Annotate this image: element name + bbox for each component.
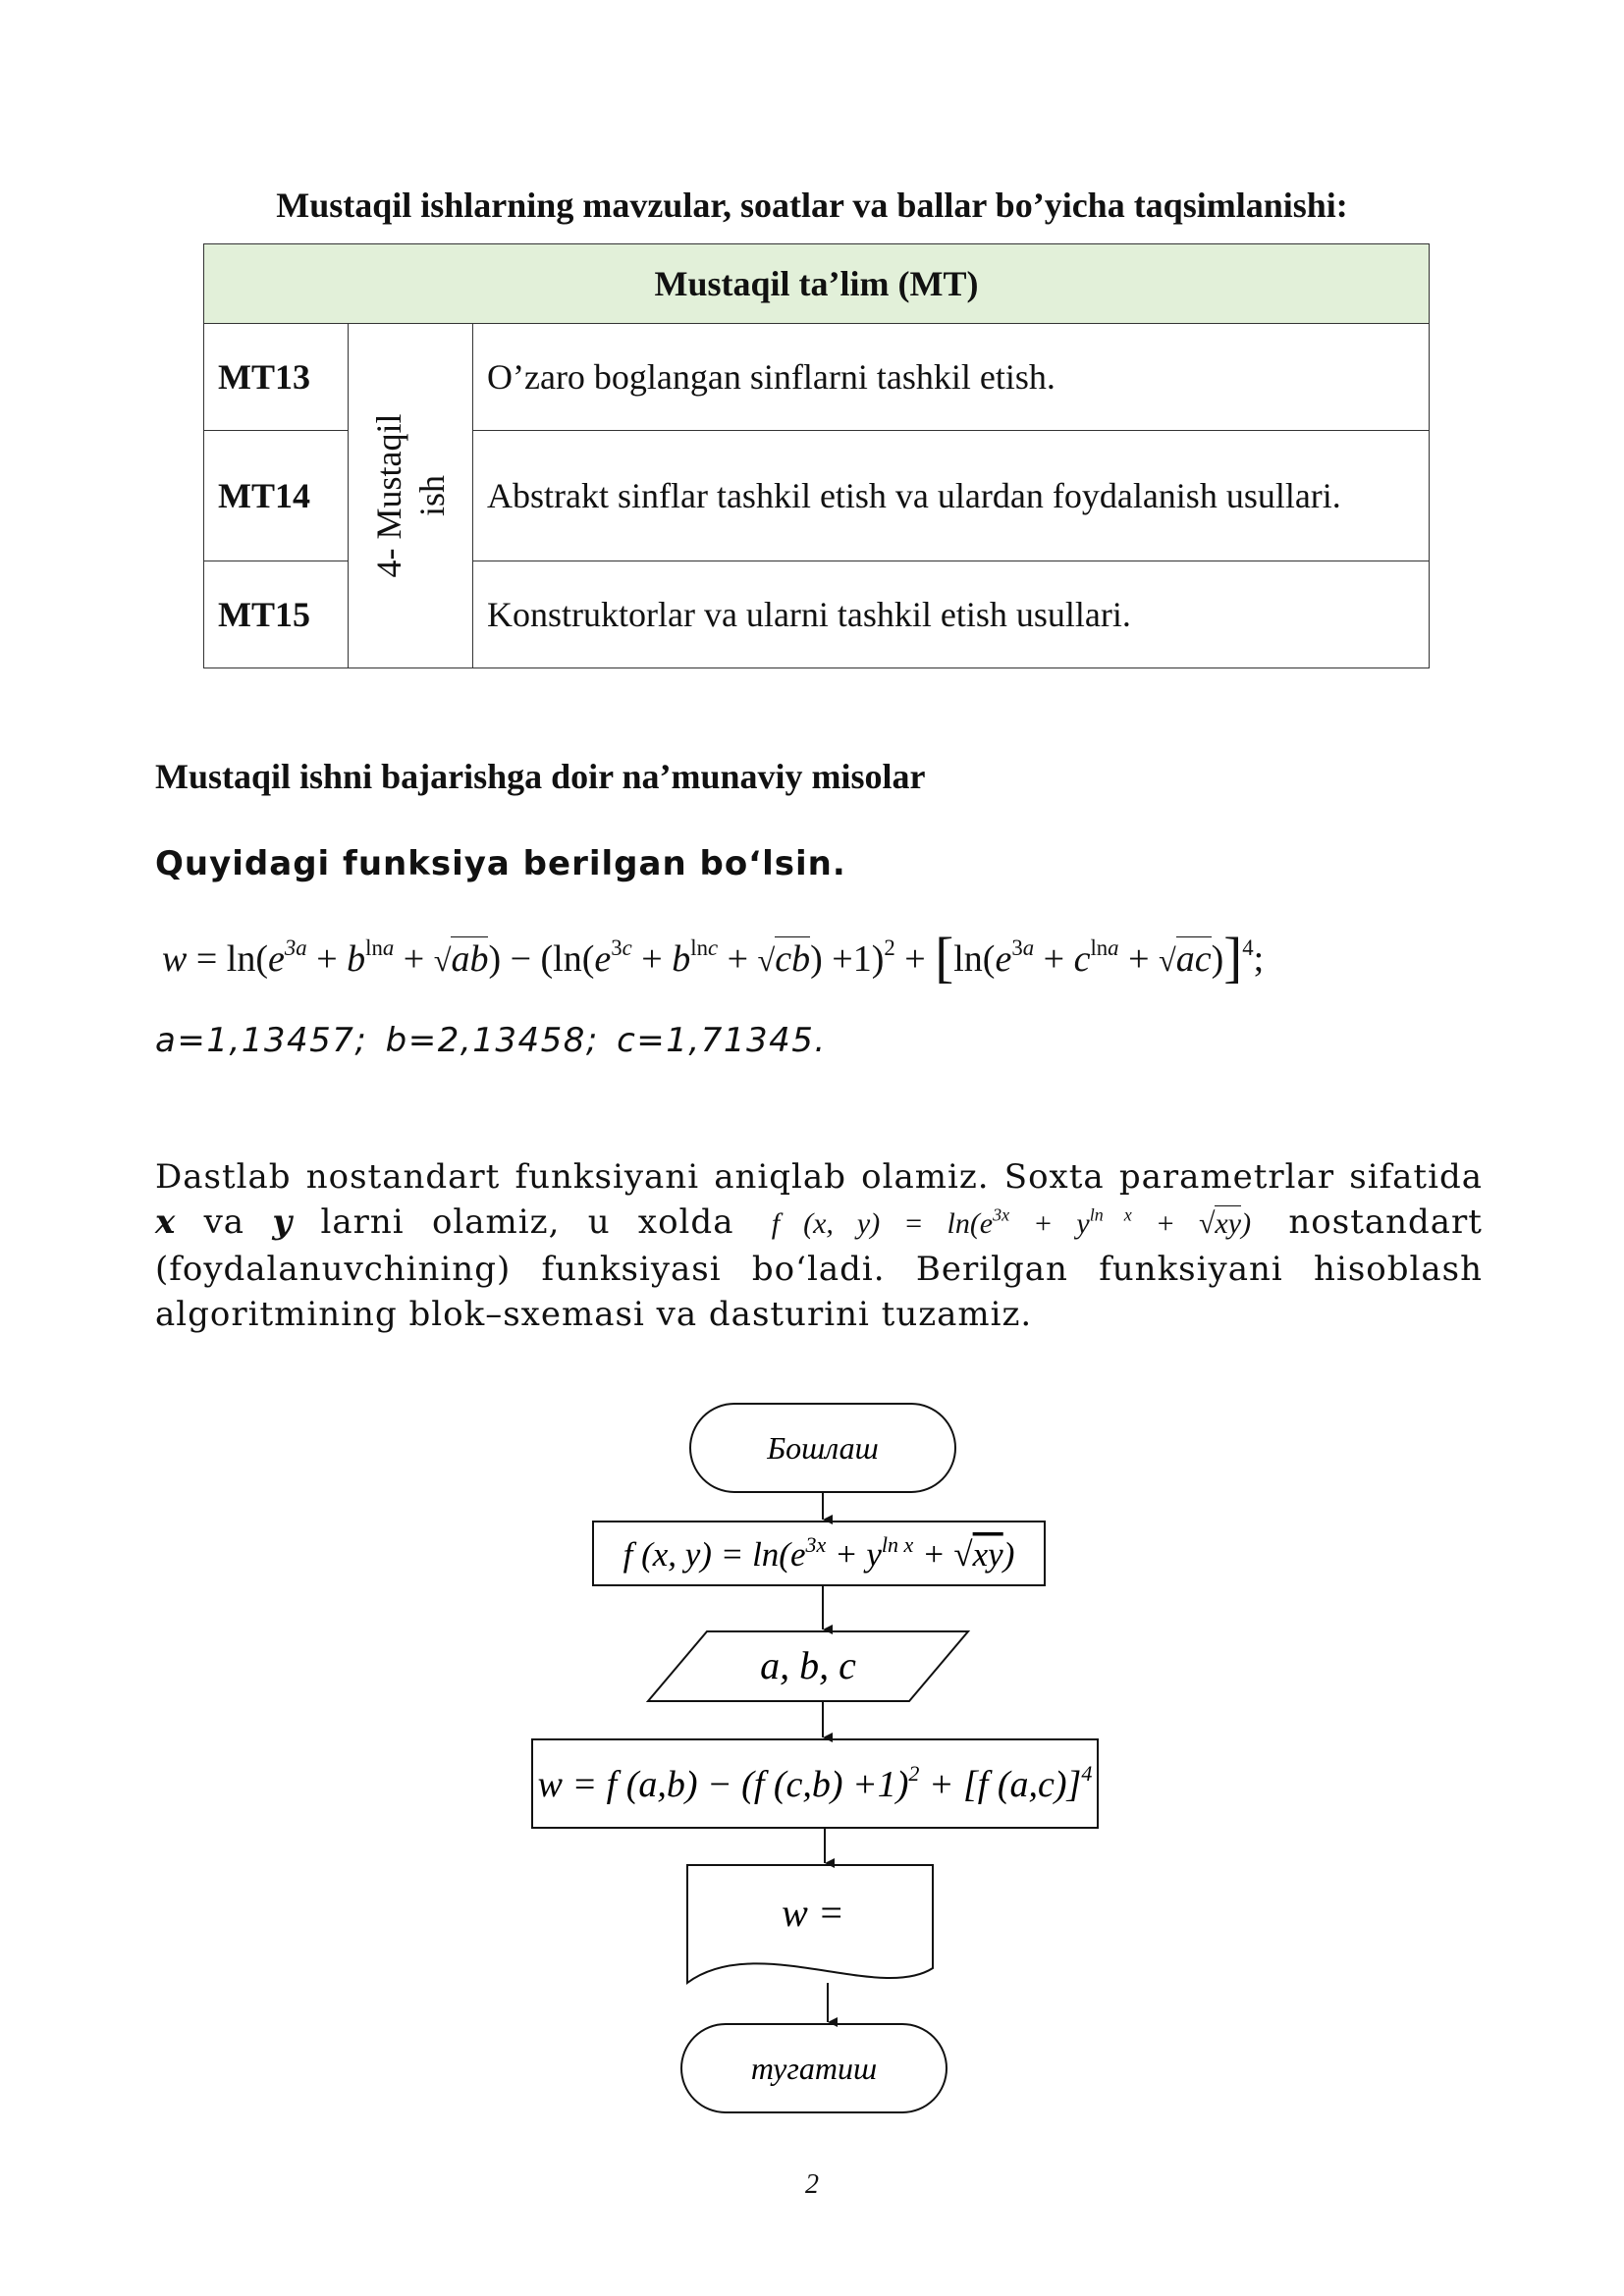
main-formula: $w = \ln(e^{3a} + b^{lna} + √ab) - (\ln(e^{3c} + b^{lnc} + √cb) +1)^2 + [\ln(e^{3a} + c^{lna} + √ac)]^4$; bbox=[162, 927, 1265, 989]
examples-heading: Mustaqil ishni bajarishga doir na’munaviy misolar bbox=[155, 757, 926, 796]
table-header: Mustaqil ta’lim (MT) bbox=[204, 244, 1430, 324]
row-topic: Konstruktorlar va ularni tashkil etish usullari. bbox=[473, 561, 1430, 668]
computation-text: w = f (a,b) − (f (c,b) +1)$^2$ + [f (a,c)]$^4$ bbox=[537, 1761, 1093, 1805]
row-code: MT14 bbox=[204, 431, 349, 561]
row-code: MT15 bbox=[204, 561, 349, 668]
input-label: a, b, c bbox=[760, 1643, 856, 1687]
row-topic: Abstrakt sinflar tashkil etish va ulardan foydalanish usullari. bbox=[473, 431, 1430, 561]
function-definition-text: f (x, $y) = \ln(e^{3x} + y^{ln x} + √xy)$ bbox=[623, 1532, 1015, 1574]
page-heading: Mustaqil ishlarning mavzular, soatlar va ballar bo’yicha taqsimlanishi: bbox=[276, 186, 1348, 225]
parameter-values: a=1,13457; b=2,13458; c=1,71345. bbox=[155, 1021, 827, 1060]
row-topic: O’zaro boglangan sinflarni tashkil etish. bbox=[473, 324, 1430, 431]
start-label: Бошлаш bbox=[767, 1430, 879, 1466]
page-number: 2 bbox=[805, 2169, 819, 2200]
group-label: 4- Mustaqil ish bbox=[369, 413, 452, 578]
row-code: MT13 bbox=[204, 324, 349, 431]
task-heading: Quyidagi funksiya berilgan bo‘lsin. bbox=[155, 844, 846, 883]
output-label: w = bbox=[782, 1891, 844, 1935]
end-label: тугатиш bbox=[750, 2051, 878, 2086]
inline-formula: f (x, $y) = \ln(e^{3x} + y^{ln x} + √xy)$ bbox=[771, 1204, 1252, 1240]
description-paragraph: Dastlab nostandart funksiyani aniqlab olamiz. Soxta parametrlar sifatida x va y larni olamiz, u xolda f (x, $y) = \ln(e^{3x} + y^{ln x} + √xy)$ nostandart (foydalanuvchining) funksiyasi bo‘ladi. Berilgan funksiyani hisoblash algoritmining blok–sxemasi va dasturini tuzamiz. bbox=[155, 1157, 1483, 1334]
